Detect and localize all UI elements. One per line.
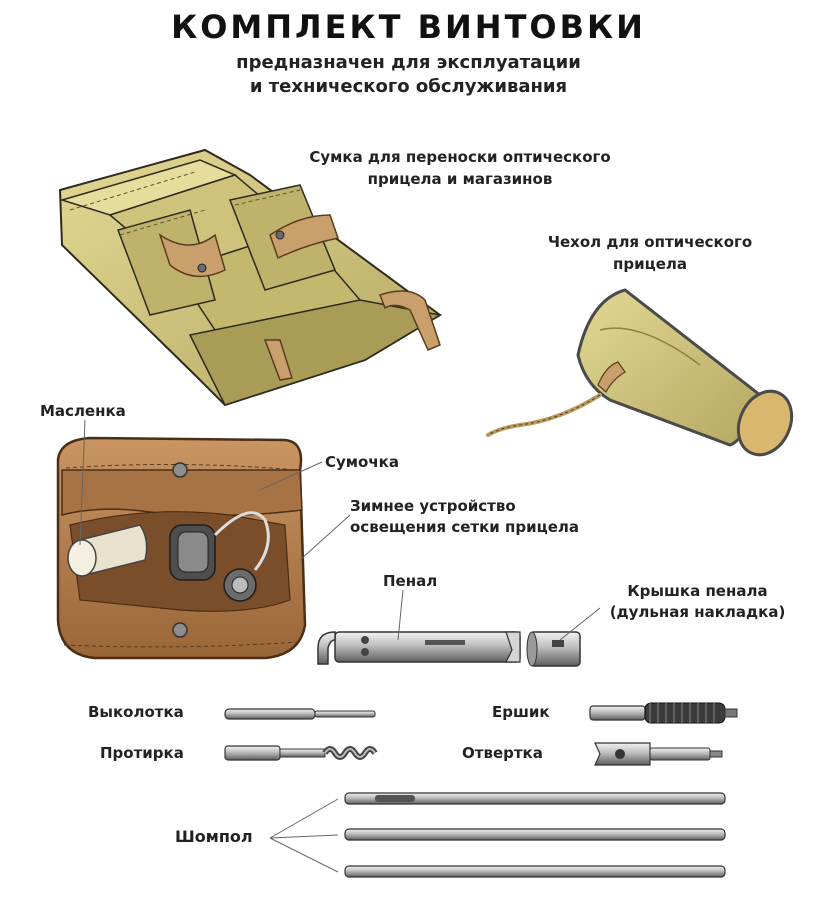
- label-pouch: Сумочка: [325, 453, 399, 471]
- label-screwdriver: Отвертка: [462, 744, 543, 762]
- leather-pouch-illustration: [58, 438, 305, 658]
- label-cover-line-2: прицела: [612, 255, 687, 273]
- label-brush: Ершик: [492, 703, 550, 721]
- label-bag-line-1: Сумка для переноски оптического: [309, 148, 611, 166]
- subtitle-line-1: предназначен для эксплуатации: [236, 52, 581, 73]
- drift-illustration: [225, 709, 375, 719]
- screwdriver-illustration: [595, 743, 722, 765]
- cleaning-case-illustration: [318, 632, 580, 666]
- scope-cover-illustration: [488, 290, 802, 463]
- label-cover-line-1: Чехол для оптического: [547, 233, 753, 251]
- label-case: Пенал: [383, 572, 438, 590]
- label-wiper: Протирка: [100, 744, 184, 762]
- wiper-illustration: [225, 746, 375, 760]
- label-rod: Шомпол: [175, 827, 253, 846]
- cleaning-rods-illustration: [345, 793, 725, 877]
- subtitle-line-2: и технического обслуживания: [249, 76, 568, 97]
- scope-bag-illustration: [60, 150, 440, 405]
- label-case-cap-line-1: Крышка пенала: [627, 582, 768, 600]
- label-bag-line-2: прицела и магазинов: [367, 170, 553, 188]
- page-title: КОМПЛЕКТ ВИНТОВКИ: [171, 8, 646, 46]
- label-case-cap-line-2: (дульная накладка): [609, 603, 786, 621]
- label-oiler: Масленка: [40, 402, 126, 420]
- brush-illustration: [590, 703, 737, 723]
- label-drift: Выколотка: [88, 703, 184, 721]
- label-winter-line-1: Зимнее устройство: [350, 497, 516, 515]
- label-winter-line-2: освещения сетки прицела: [350, 518, 580, 536]
